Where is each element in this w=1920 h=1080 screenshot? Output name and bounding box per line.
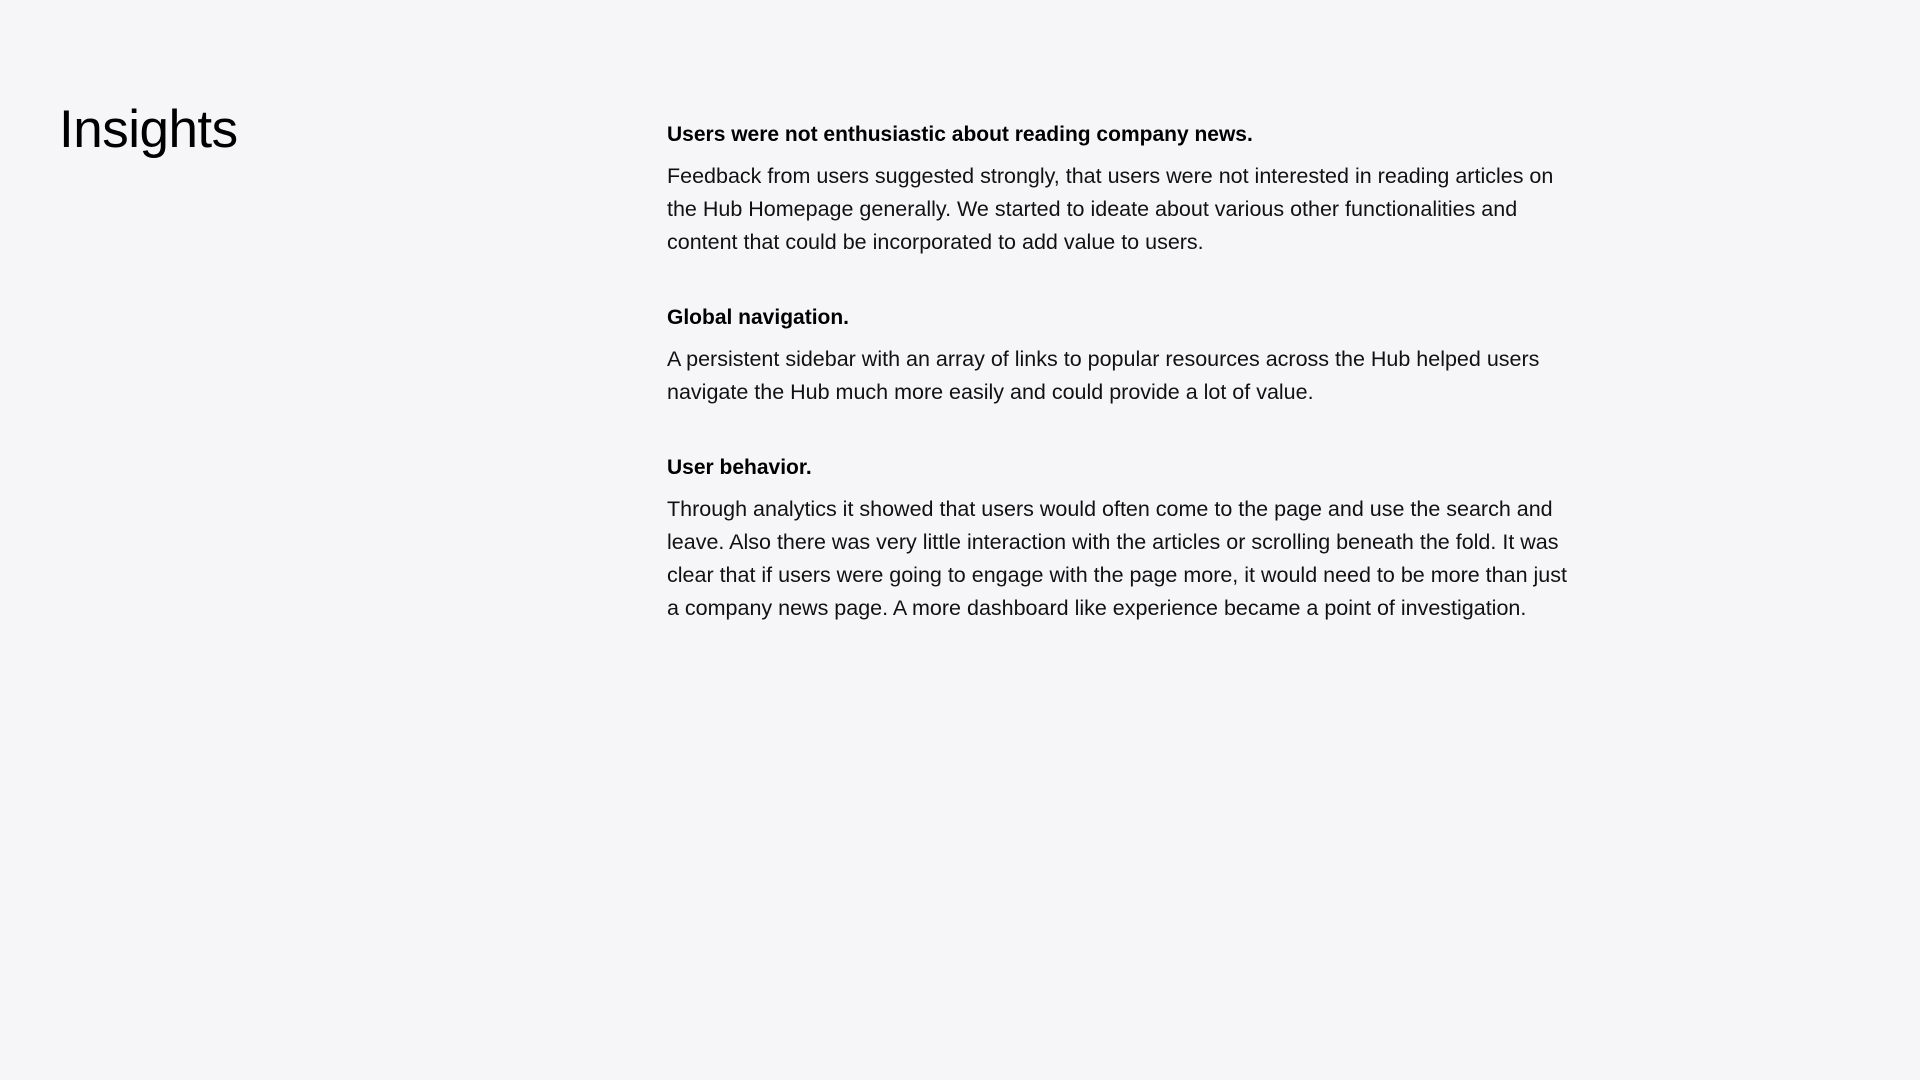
- insight-body: Feedback from users suggested strongly, that users were not interested in reading articles on the Hub Homepage generally. We started to ideate about various other functionalities and content that could be incorporated to add value to users.: [667, 164, 1554, 254]
- insight-body: Through analytics it showed that users would often come to the page and use the search and leave. Also there was very little interaction with the articles or scrolling beneath the fold. It was clear that if users were going to engage with the page more, it would need to be more than just a company news page. A more dashboard like experience became a point of investigation.: [667, 497, 1567, 620]
- insight-body: A persistent sidebar with an array of links to popular resources across the Hub helped users navigate the Hub much more easily and could provide a lot of value.: [667, 347, 1540, 404]
- insights-list: [667, 118, 1567, 667]
- insight-heading: Global navigation.: [667, 306, 850, 329]
- insight-item: [667, 118, 1567, 259]
- insight-item: [667, 301, 1567, 409]
- insight-heading: Users were not enthusiastic about reading company news.: [667, 123, 1253, 146]
- insight-item: [667, 451, 1567, 625]
- insight-heading: User behavior.: [667, 456, 812, 479]
- page-title: Insights: [59, 100, 238, 159]
